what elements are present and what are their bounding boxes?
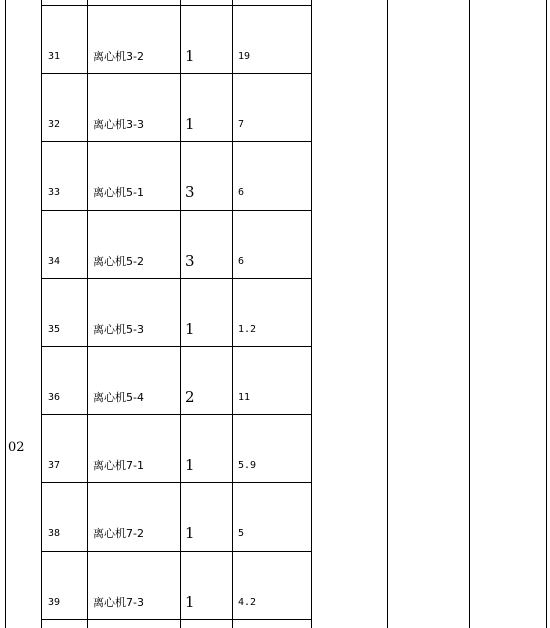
row-number: 37	[48, 460, 61, 471]
row-divider	[41, 210, 312, 211]
row-divider	[41, 5, 312, 6]
equipment-name: 离心机7-1	[93, 459, 144, 472]
equipment-name: 离心机5-4	[93, 391, 144, 404]
col-divider	[311, 0, 312, 628]
col-divider	[41, 0, 42, 628]
row-number: 32	[48, 119, 61, 130]
row-number: 33	[48, 187, 61, 198]
equipment-name: 离心机5-3	[93, 323, 144, 336]
row-number: 34	[48, 256, 61, 267]
value: 11	[238, 392, 251, 403]
row-divider	[41, 482, 312, 483]
value: 7	[238, 119, 245, 130]
row-number: 36	[48, 392, 61, 403]
quantity: 1	[185, 456, 195, 474]
row-divider	[41, 619, 312, 620]
value: 1.2	[238, 324, 257, 335]
quantity: 1	[185, 524, 195, 542]
quantity: 3	[185, 183, 195, 201]
equipment-name: 离心机5-2	[93, 255, 144, 268]
row-divider	[41, 414, 312, 415]
row-divider	[41, 551, 312, 552]
value: 5	[238, 528, 245, 539]
col-divider	[387, 0, 388, 628]
col-divider	[232, 0, 233, 628]
quantity: 1	[185, 115, 195, 133]
value: 4.2	[238, 597, 257, 608]
equipment-name: 离心机5-1	[93, 186, 144, 199]
value: 5.9	[238, 460, 257, 471]
col-divider	[469, 0, 470, 628]
row-divider	[41, 346, 312, 347]
equipment-name: 离心机7-2	[93, 527, 144, 540]
value: 6	[238, 256, 245, 267]
row-divider	[41, 141, 312, 142]
row-divider	[41, 278, 312, 279]
row-number: 38	[48, 528, 61, 539]
row-number: 31	[48, 51, 61, 62]
quantity: 1	[185, 593, 195, 611]
row-number: 35	[48, 324, 61, 335]
quantity: 1	[185, 320, 195, 338]
col-divider	[546, 0, 547, 628]
col-divider	[5, 0, 6, 628]
value: 19	[238, 51, 251, 62]
col-divider	[180, 0, 181, 628]
quantity: 1	[185, 47, 195, 65]
row-number: 39	[48, 597, 61, 608]
quantity: 3	[185, 252, 195, 270]
equipment-name: 离心机3-2	[93, 50, 144, 63]
group-label: 02	[8, 440, 25, 455]
row-divider	[41, 73, 312, 74]
quantity: 2	[185, 388, 195, 406]
value: 6	[238, 187, 245, 198]
col-divider	[87, 0, 88, 628]
equipment-name: 离心机3-3	[93, 118, 144, 131]
equipment-name: 离心机7-3	[93, 596, 144, 609]
